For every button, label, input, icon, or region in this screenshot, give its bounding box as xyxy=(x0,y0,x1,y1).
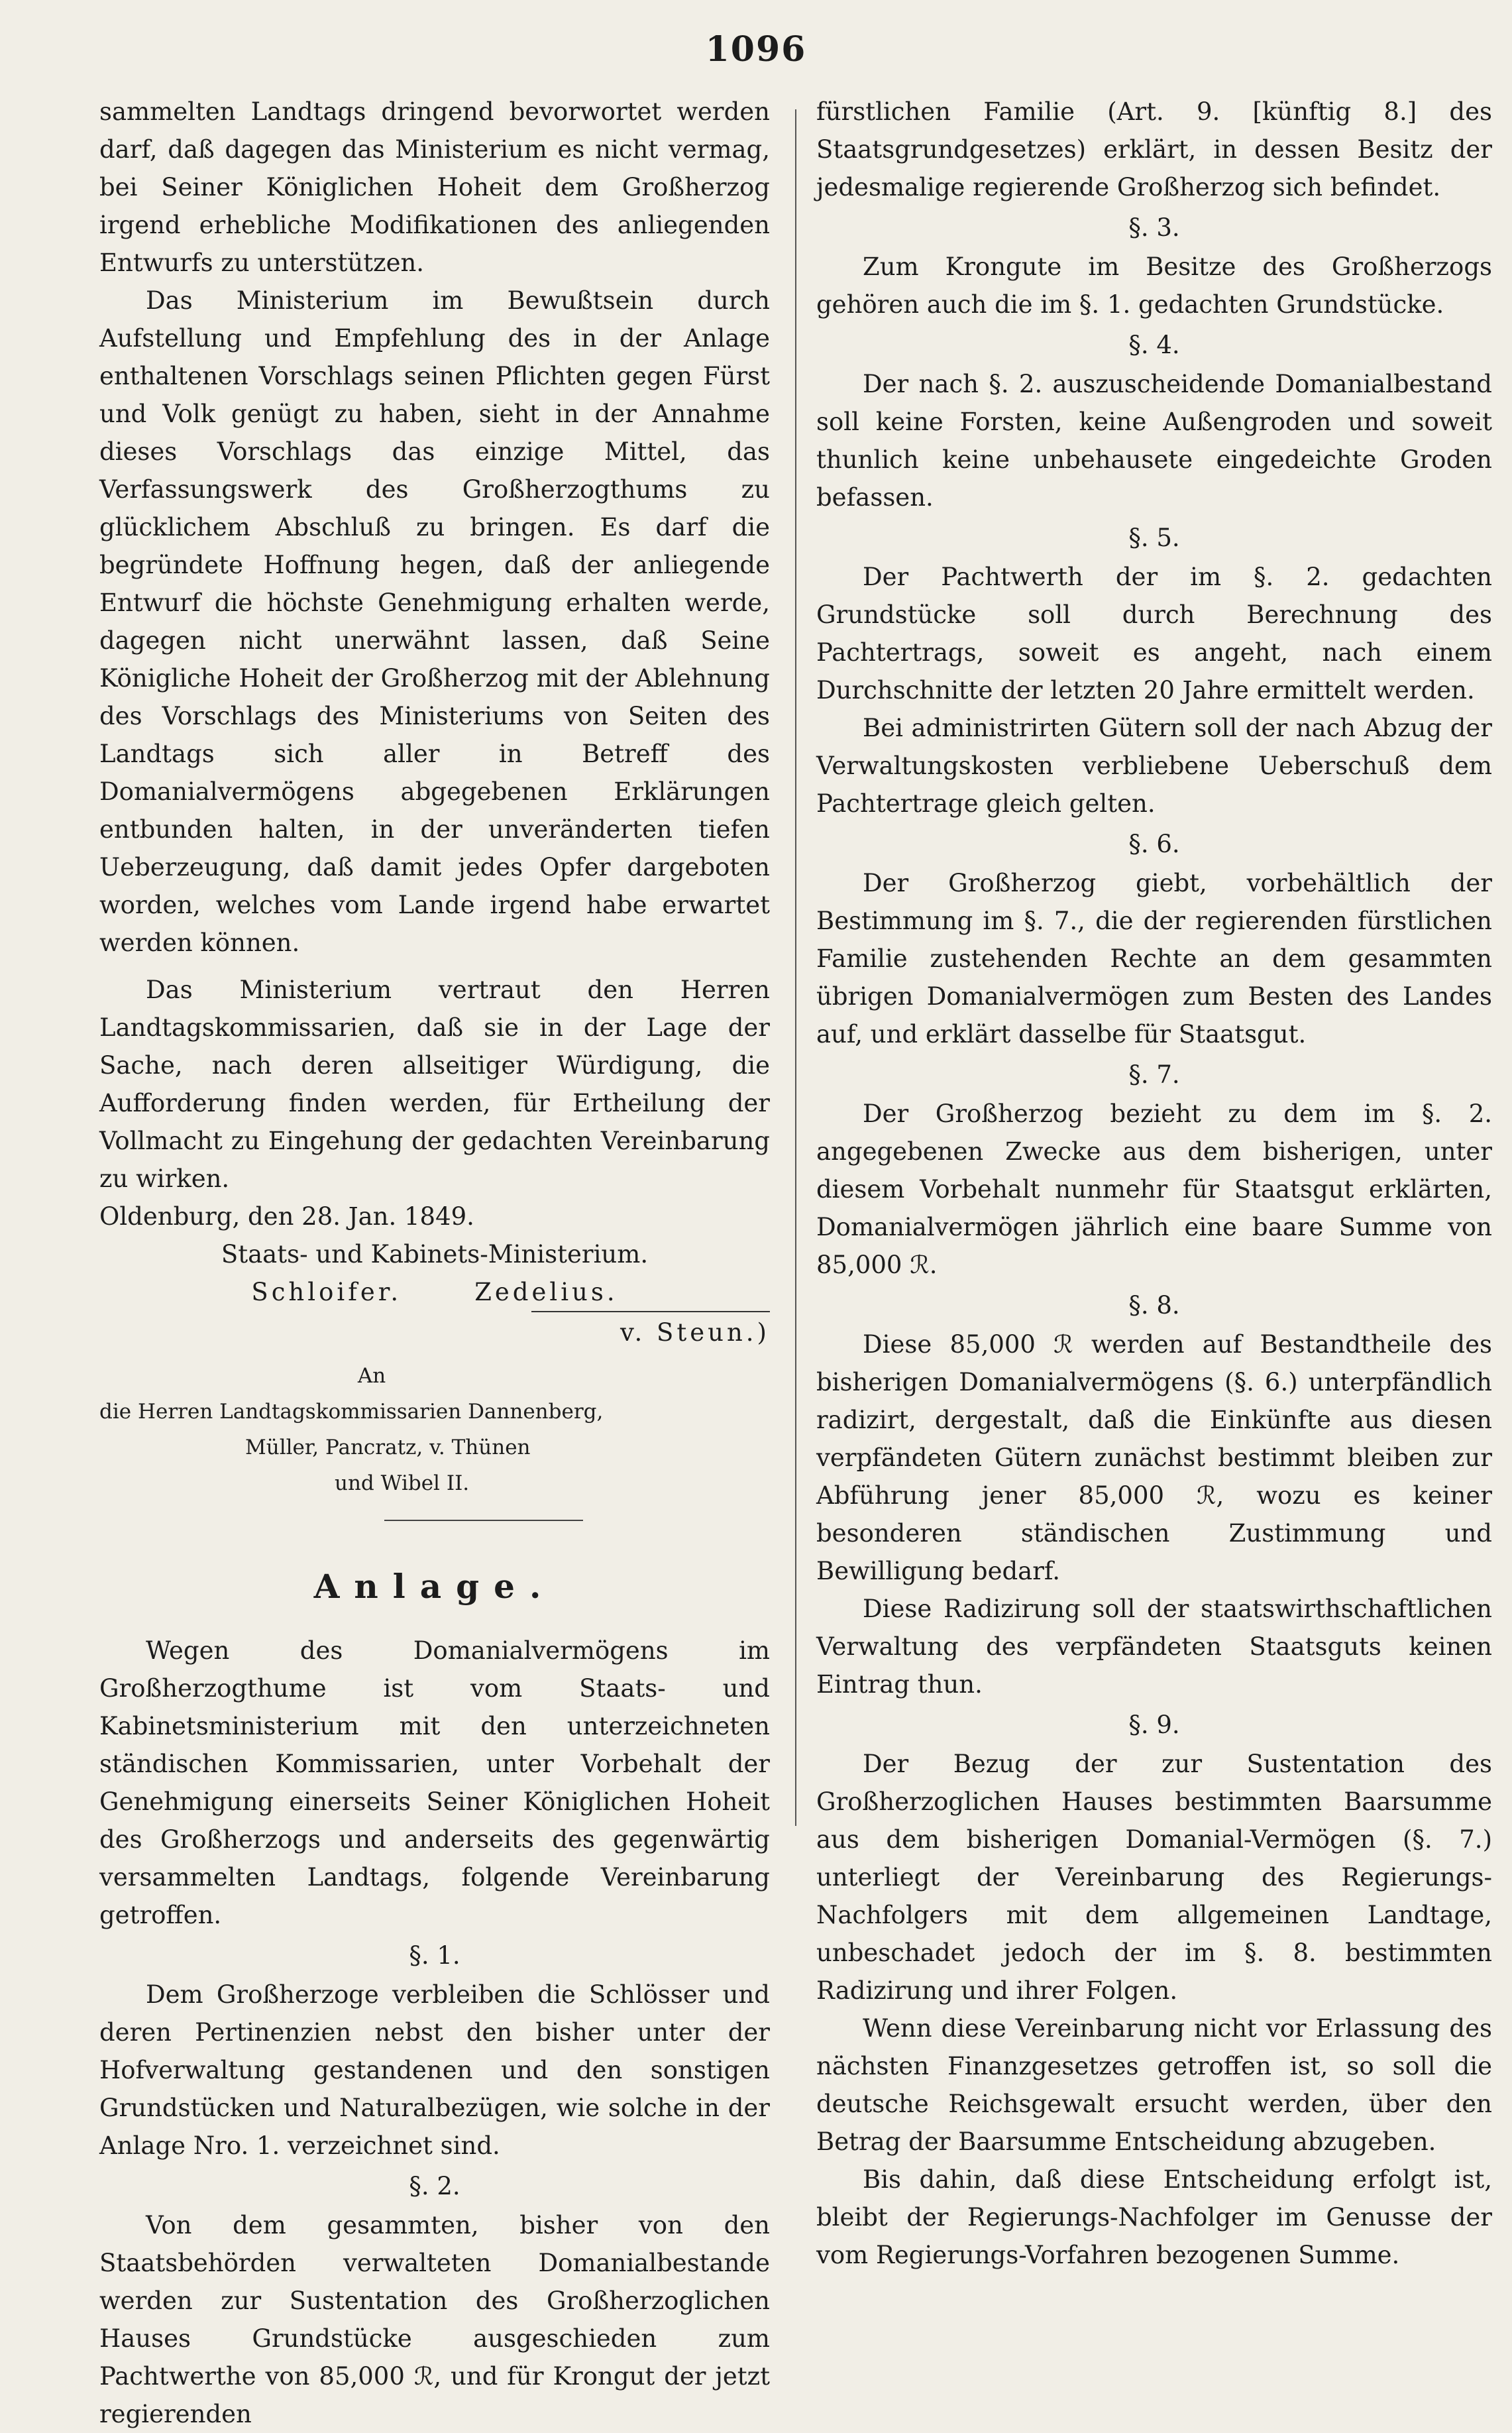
paragraph: Dem Großherzoge verbleiben die Schlösser und deren Pertinenzien nebst den bisher unter der Hofverwaltung gestandenen und den sonstigen Grundstücken und Naturalbezügen, wie solche in der Anlage Nro. 1. verzeichnet sind. xyxy=(99,1980,770,2160)
section-heading: §. 8. xyxy=(1128,1291,1180,1320)
section-heading: §. 1. xyxy=(409,1941,460,1970)
paragraph: Diese 85,000 ℛ werden auf Bestandtheile des bisherigen Domanialvermögens (§. 6.) unterpfändlich radizirt, dergestalt, daß die Einkünfte aus diesen verpfändeten Gütern zunächst bestimmt bleiben zur Abführung jener 85,000 ℛ, wozu es keiner besonderen ständischen Zustimmung und Bewilligung bedarf. xyxy=(816,1330,1492,1585)
section-heading: §. 6. xyxy=(1128,830,1180,858)
paragraph: Wegen des Domanialvermögens im Großherzogthume ist vom Staats- und Kabinetsministerium mit den unterzeichneten ständischen Kommissarien, unter Vorbehalt der Genehmigung einerseits Seiner Königlichen Hoheit des Großherzogs und anderseits des gegenwärtig versammelten Landtags, folgende Vereinbarung getroffen. xyxy=(99,1636,770,1929)
paragraph: Bis dahin, daß diese Entscheidung erfolgt ist, bleibt der Regierungs-Nachfolger im Genusse der vom Regierungs-Vorfahren bezogenen Summe. xyxy=(816,2165,1492,2269)
paragraph: Bei administrirten Gütern soll der nach Abzug der Verwaltungskosten verbliebene Ueberschuß dem Pachtertrage gleich gelten. xyxy=(816,714,1492,818)
section-heading: §. 3. xyxy=(1128,213,1180,242)
divider-rule xyxy=(384,1520,583,1521)
section-heading: §. 7. xyxy=(1128,1060,1180,1089)
addressee-line: die Herren Landtagskommissarien Dannenberg, xyxy=(99,1400,604,1424)
paragraph: fürstlichen Familie (Art. 9. [künftig 8.] des Staatsgrundgesetzes) erklärt, in dessen Besitz der jedesmalige regierende Großherzog sich befindet. xyxy=(816,97,1492,201)
section-heading: §. 9. xyxy=(1128,1711,1180,1739)
paragraph: Der nach §. 2. auszuscheidende Domanialbestand soll keine Forsten, keine Außengroden und soweit thunlich keine unbehausete eingedeichte Groden befassen. xyxy=(816,370,1492,512)
paragraph: Der Bezug der zur Sustentation des Großherzoglichen Hauses bestimmten Baarsumme aus dem bisherigen Domanial-Vermögen (§. 7.) unterliegt der Vereinbarung des Regierungs-Nachfolgers mit dem allgemeinen Landtage, unbeschadet jedoch der im §. 8. bestimmten Radizirung und ihrer Folgen. xyxy=(816,1750,1492,2005)
paragraph: sammelten Landtags dringend bevorwortet werden darf, daß dagegen das Ministerium es nicht vermag, bei Seiner Königlichen Hoheit dem Großherzog irgend erhebliche Modifikationen des anliegenden Entwurfs zu unterstützen. xyxy=(99,97,770,277)
paragraph: Der Großherzog giebt, vorbehältlich der Bestimmung im §. 7., die der regierenden fürstlichen Familie zustehenden Rechte an dem gesammten übrigen Domanialvermögen zum Besten des Landes auf, und erklärt dasselbe für Staatsgut. xyxy=(816,869,1492,1048)
paragraph: Das Ministerium im Bewußtsein durch Aufstellung und Empfehlung des in der Anlage enthaltenen Vorschlags seinen Pflichten gegen Fürst und Volk genügt zu haben, sieht in der Annahme dieses Vorschlags das einzige Mittel, das Verfassungswerk des Großherzogthums zu glücklichem Abschluß zu bringen. Es darf die begründete Hoffnung hegen, daß der anliegende Entwurf die höchste Genehmigung erhalten werde, dagegen nicht unerwähnt lassen, daß Seine Königliche Hoheit der Großherzog mit der Ablehnung des Vorschlags des Ministeriums von Seiten des Landtags sich aller in Betreff des Domanialvermögens abgegebenen Erklärungen entbunden halten, in der unveränderten tiefen Ueberzeugung, daß damit jedes Opfer dargeboten worden, welches vom Lande irgend habe erwartet werden können. xyxy=(99,286,770,957)
ministry-name: Staats- und Kabinets-Ministerium. xyxy=(221,1240,649,1269)
addressee-line: und Wibel II. xyxy=(335,1471,470,1495)
section-heading: §. 2. xyxy=(409,2172,460,2200)
column-divider xyxy=(795,109,796,1826)
signatures xyxy=(99,1273,770,1311)
section-heading: §. 4. xyxy=(1128,331,1180,359)
signature-steun-wrap xyxy=(99,1311,770,1351)
section-heading: §. 5. xyxy=(1128,524,1180,552)
paragraph: Der Großherzog bezieht zu dem im §. 2. angegebenen Zwecke aus dem bisherigen, unter diesem Vorbehalt nunmehr für Staatsgut erklärten, Domanialvermögen jährlich eine baare Summe von 85,000 ℛ. xyxy=(816,1100,1492,1279)
paragraph: Von dem gesammten, bisher von den Staatsbehörden verwalteten Domanialbestande werden zur Sustentation des Großherzoglichen Hauses Grundstücke ausgeschieden zum Pachtwerthe von 85,000 ℛ, und für Krongut der jetzt regierenden xyxy=(99,2211,770,2428)
paragraph: Das Ministerium vertraut den Herren Landtagskommissarien, daß sie in der Lage der Sache, nach deren allseitiger Würdigung, die Aufforderung finden werden, für Ertheilung der Vollmacht zu Eingehung der gedachten Vereinbarung zu wirken. xyxy=(99,976,770,1193)
sections-list xyxy=(816,209,1492,2274)
date-line: Oldenburg, den 28. Jan. 1849. xyxy=(99,1202,474,1231)
signature: Schloifer. xyxy=(251,1278,402,1306)
right-column xyxy=(816,93,1492,2274)
paragraph: Der Pachtwerth der im §. 2. gedachten Grundstücke soll durch Berechnung des Pachtertrags, soweit es angeht, nach einem Durchschnitte der letzten 20 Jahre ermittelt werden. xyxy=(816,563,1492,705)
page-number: 1096 xyxy=(705,29,807,70)
paragraph: Zum Krongute im Besitze des Großherzogs gehören auch die im §. 1. gedachten Grundstücke. xyxy=(816,253,1492,319)
paragraph: Diese Radizirung soll der staatswirthschaftlichen Verwaltung des verpfändeten Staatsguts keinen Eintrag thun. xyxy=(816,1595,1492,1699)
left-column xyxy=(99,93,770,2433)
addressee-an: An xyxy=(357,1364,386,1388)
addressee-block xyxy=(99,1358,770,1501)
anlage-heading: Anlage. xyxy=(313,1567,556,1606)
paragraph: Wenn diese Vereinbarung nicht vor Erlassung des nächsten Finanzgesetzes getroffen ist, so soll die deutsche Reichsgewalt ersucht werden, über den Betrag der Baarsumme Entscheidung abzugeben. xyxy=(816,2014,1492,2156)
signature: v. Steun.) xyxy=(531,1311,770,1351)
addressee-line: Müller, Pancratz, v. Thünen xyxy=(245,1436,531,1459)
signature: Zedelius. xyxy=(474,1278,618,1306)
